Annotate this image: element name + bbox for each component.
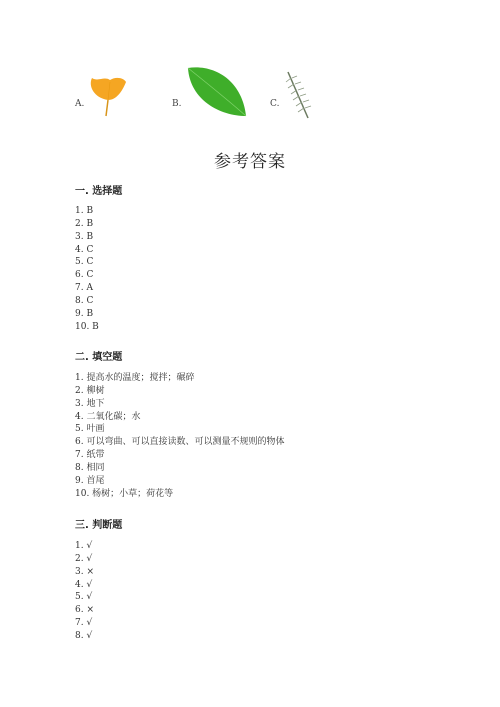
- option-c-label: C.: [270, 99, 280, 109]
- option-a-label: A.: [75, 99, 85, 109]
- list-item: 5. 叶画: [75, 424, 105, 435]
- list-item: 10. B: [75, 321, 99, 332]
- list-item: 9. B: [75, 308, 94, 319]
- list-item: 2. 柳树: [75, 385, 105, 396]
- choice-answer-list: [75, 205, 99, 333]
- section-heading-choice: 一. 选择题: [75, 186, 123, 197]
- list-item: 4. √: [75, 579, 93, 590]
- list-item: 10. 杨树；小草；荷花等: [75, 488, 174, 499]
- list-item: 5. C: [75, 257, 94, 268]
- list-item: 3. 地下: [75, 398, 105, 409]
- list-item: 1. 提高水的温度；搅拌；碾碎: [75, 373, 195, 383]
- list-item: 8. 相同: [75, 462, 105, 473]
- green-leaf-icon: [184, 64, 250, 124]
- list-item: 1. √: [75, 541, 93, 551]
- list-item: 2. B: [75, 218, 94, 229]
- list-item: 4. 二氧化碳；水: [75, 411, 141, 422]
- section-heading-judge: 三. 判断题: [75, 520, 123, 531]
- list-item: 8. C: [75, 295, 94, 306]
- list-item: 3. ×: [75, 566, 94, 577]
- section-heading-fill: 二. 填空题: [75, 352, 123, 363]
- list-item: 7. √: [75, 618, 93, 629]
- option-b-label: B.: [172, 99, 182, 109]
- judge-answer-list: [75, 540, 94, 643]
- list-item: 6. 可以弯曲、可以直接读数、可以测量不规则的物体: [75, 437, 285, 448]
- list-item: 3. B: [75, 231, 94, 242]
- list-item: 1. B: [75, 206, 94, 216]
- list-item: 9. 首尾: [75, 475, 105, 486]
- fill-answer-list: [75, 372, 284, 500]
- ginkgo-leaf-icon: [86, 74, 130, 122]
- list-item: 5. √: [75, 592, 93, 603]
- list-item: 8. √: [75, 630, 93, 641]
- list-item: 7. 纸带: [75, 450, 105, 461]
- list-item: 7. A: [75, 283, 93, 294]
- page-title: 参考答案: [214, 152, 286, 172]
- answer-options: [0, 62, 500, 122]
- list-item: 6. C: [75, 270, 94, 281]
- pine-sprig-icon: [284, 70, 314, 124]
- list-item: 4. C: [75, 244, 94, 255]
- list-item: 6. ×: [75, 605, 94, 616]
- list-item: 2. √: [75, 553, 93, 564]
